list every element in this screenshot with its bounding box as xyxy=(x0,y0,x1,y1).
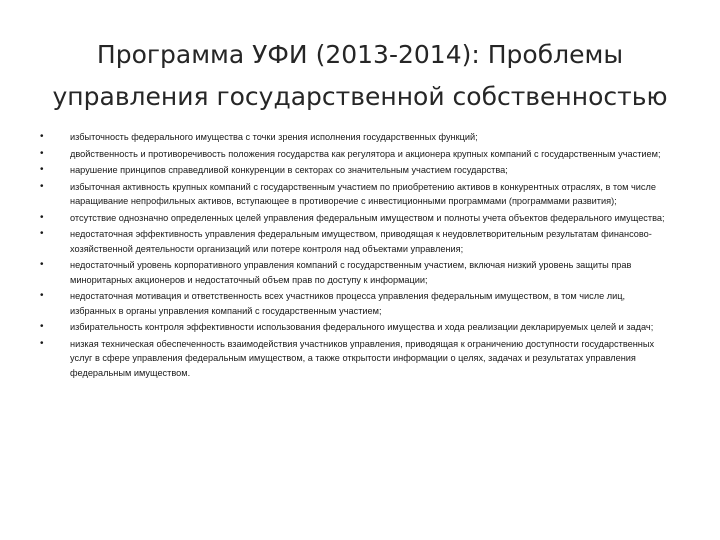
list-item-text: избыточная активность крупных компаний с государственным участием по приобретению активов в конкурентных отраслях, в том числе наращивание непрофильных активов, вступающее в противоречие с инвестиционными программами (программами развития); xyxy=(70,181,656,206)
bullet-icon: • xyxy=(40,337,44,349)
bullet-list xyxy=(40,130,670,382)
bullet-icon: • xyxy=(40,164,44,175)
bullet-icon: • xyxy=(40,180,44,192)
list-item-text: недостаточная мотивация и ответственность всех участников процесса управления федеральным имуществом, в том числе лиц, избранных в органы управления компаний с государственным участием; xyxy=(70,291,626,316)
bullet-icon: • xyxy=(40,147,44,159)
list-item xyxy=(40,258,670,287)
list-item-text: недостаточный уровень корпоративного управления компаний с государственным участием, включая низкий уровень защиты прав миноритарных акционеров и недостаточный объем прав по доступу к информации; xyxy=(70,260,632,285)
bullet-icon: • xyxy=(40,290,44,301)
bullet-icon: • xyxy=(40,228,44,239)
list-item xyxy=(40,180,670,209)
list-item xyxy=(40,227,670,256)
list-item-text: недостаточная эффективность управления федеральным имуществом, приводящая к неудовлетворительным результатам финансово-хозяйственной деятельности организаций или потере контроля над объектами управления; xyxy=(70,229,652,254)
list-item xyxy=(40,320,670,335)
bullet-icon: • xyxy=(40,131,44,142)
list-item xyxy=(40,211,670,226)
bullet-icon: • xyxy=(40,211,44,223)
list-item-text: двойственность и противоречивость положения государства как регулятора и акционера крупных компаний с государственным участием; xyxy=(70,148,661,159)
list-item-text: нарушение принципов справедливой конкуренции в секторах со значительным участием государства; xyxy=(70,165,508,175)
list-item xyxy=(40,147,670,162)
list-item-text: избыточность федерального имущества с точки зрения исполнения государственных функций; xyxy=(70,132,478,142)
slide-title: Программа УФИ (2013-2014): Проблемы управления государственной собственностью xyxy=(52,40,668,111)
list-item-text: отсутствие однозначно определенных целей управления федеральным имуществом и полноты учета объектов федерального имущества; xyxy=(70,212,665,223)
bullet-icon: • xyxy=(40,259,44,270)
bullet-icon: • xyxy=(40,321,44,332)
list-item xyxy=(40,337,670,381)
list-item xyxy=(40,130,670,145)
list-item-text: низкая техническая обеспеченность взаимодействия участников управления, приводящая к ограничению доступности государственных услуг в сфере управления федеральным имуществом, а также открытости информации о целях, задачах и результатах управления федеральным имуществом. xyxy=(70,338,655,378)
list-item xyxy=(40,163,670,178)
list-item-text: избирательность контроля эффективности использования федерального имущества и хода реализации декларируемых целей и задач; xyxy=(70,322,654,332)
list-item xyxy=(40,289,670,318)
